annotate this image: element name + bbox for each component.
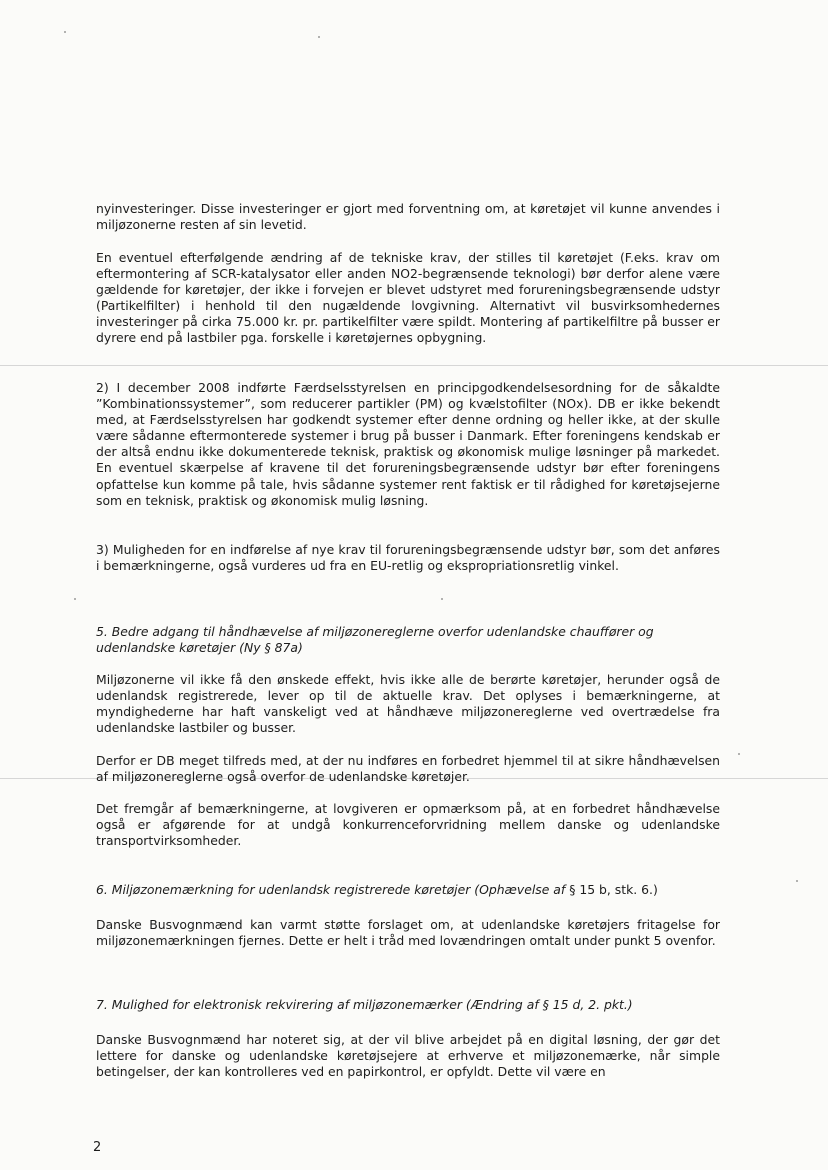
page-number: 2	[93, 1140, 102, 1155]
section-heading-5: 5. Bedre adgang til håndhævelse af miljøzonereglerne overfor udenlandske chauffører og udenlandske køretøjer (Ny § 87a)	[96, 624, 654, 656]
paragraph-digital-solution: Danske Busvognmænd har noteret sig, at der vil blive arbejdet på en digital løsning, der gør det lettere for danske og udenlandske køretøjsejere at erhverve et miljøzonemærke, når simple betingelser, der kan kontrolleres ved en papirkontrol, er opfyldt. Dette vil være en	[96, 1032, 720, 1080]
section-heading-6-reference: § 15 b, stk. 6.)	[569, 882, 658, 897]
paragraph-combination-systems: 2) I december 2008 indførte Færdselsstyrelsen en principgodkendelsesordning for de såkaldte ”Kombinationssystemer”, som reducerer partikler (PM) og kvælstofilter (NOx). DB er ikke bekendt med, at Færdselsstyrelsen har godkendt systemer efter denne ordning og heller ikke, at der skulle være sådanne eftermonterede systemer i brug på busser i Danmark. Efter foreningens kendskab er der altså endnu ikke dokumenterede teknisk, praktisk og økonomisk mulige løsninger på markedet. En eventuel skærpelse af kravene til det forureningsbegrænsende udstyr bør efter foreningens opfattelse kun komme på tale, hvis sådanne systemer rent faktisk er til rådighed for køretøjsejerne som en teknisk, praktisk og økonomisk mulig løsning.	[96, 380, 720, 508]
scan-line	[0, 365, 828, 366]
paragraph-investments: nyinvesteringer. Disse investeringer er gjort med forventning om, at køretøjet vil kunne anvendes i miljøzonerne resten af sin levetid.	[96, 201, 720, 233]
paragraph-low-emission-zones: Miljøzonerne vil ikke få den ønskede effekt, hvis ikke alle de berørte køretøjer, herunder også de udenlandsk registrerede, lever op til de aktuelle krav. Det oplyses i bemærkningerne, at myndighederne har haft vanskeligt ved at håndhæve miljøzonereglerne ved overtrædelse fra udenlandske lastbiler og busser.	[96, 672, 720, 736]
section-heading-6	[96, 882, 726, 898]
paragraph-technical-requirements: En eventuel efterfølgende ændring af de tekniske krav, der stilles til køretøjet (F.eks. krav om eftermontering af SCR-katalysator eller anden NO2-begrænsende teknologi) bør derfor alene være gældende for køretøjer, der ikke i forvejen er blevet udstyret med forureningsbegrænsende udstyr (Partikelfilter) i henhold til den nugældende lovgivning. Alternativt vil busvirksomhedernes investeringer på cirka 75.000 kr. pr. partikelfilter være spildt. Montering af partikelfiltre på busser er dyrere end på lastbiler pga. forskelle i køretøjernes opbygning.	[96, 250, 720, 346]
scan-speck	[74, 598, 76, 600]
scan-speck	[441, 598, 443, 600]
paragraph-eu-legal-angle: 3) Muligheden for en indførelse af nye krav til forureningsbegrænsende udstyr bør, som det anføres i bemærkningerne, også vurderes ud fra en EU-retlig og ekspropriationsretlig vinkel.	[96, 542, 720, 574]
section-heading-7: 7. Mulighed for elektronisk rekvirering af miljøzonemærker (Ændring af § 15 d, 2. pkt.)	[96, 997, 633, 1012]
section-heading-6-text: 6. Miljøzonemærkning for udenlandsk registrerede køretøjer (Ophævelse af	[96, 882, 570, 897]
scan-speck	[318, 36, 320, 38]
paragraph-zone-labelling: Danske Busvognmænd kan varmt støtte forslaget om, at udenlandske køretøjers fritagelse for miljøzonemærkningen fjernes. Dette er helt i tråd med lovændringen omtalt under punkt 5 ovenfor.	[96, 917, 720, 949]
paragraph-enforcement: Derfor er DB meget tilfreds med, at der nu indføres en forbedret hjemmel til at sikre håndhævelsen af miljøzonereglerne også overfor de udenlandske køretøjer.	[96, 753, 720, 785]
paragraph-competition: Det fremgår af bemærkningerne, at lovgiveren er opmærksom på, at en forbedret håndhævelse også er afgørende for at undgå konkurrenceforvridning mellem danske og udenlandske transportvirksomheder.	[96, 801, 720, 849]
scan-speck	[738, 753, 740, 755]
scan-speck	[64, 31, 66, 33]
scan-speck	[796, 880, 798, 882]
